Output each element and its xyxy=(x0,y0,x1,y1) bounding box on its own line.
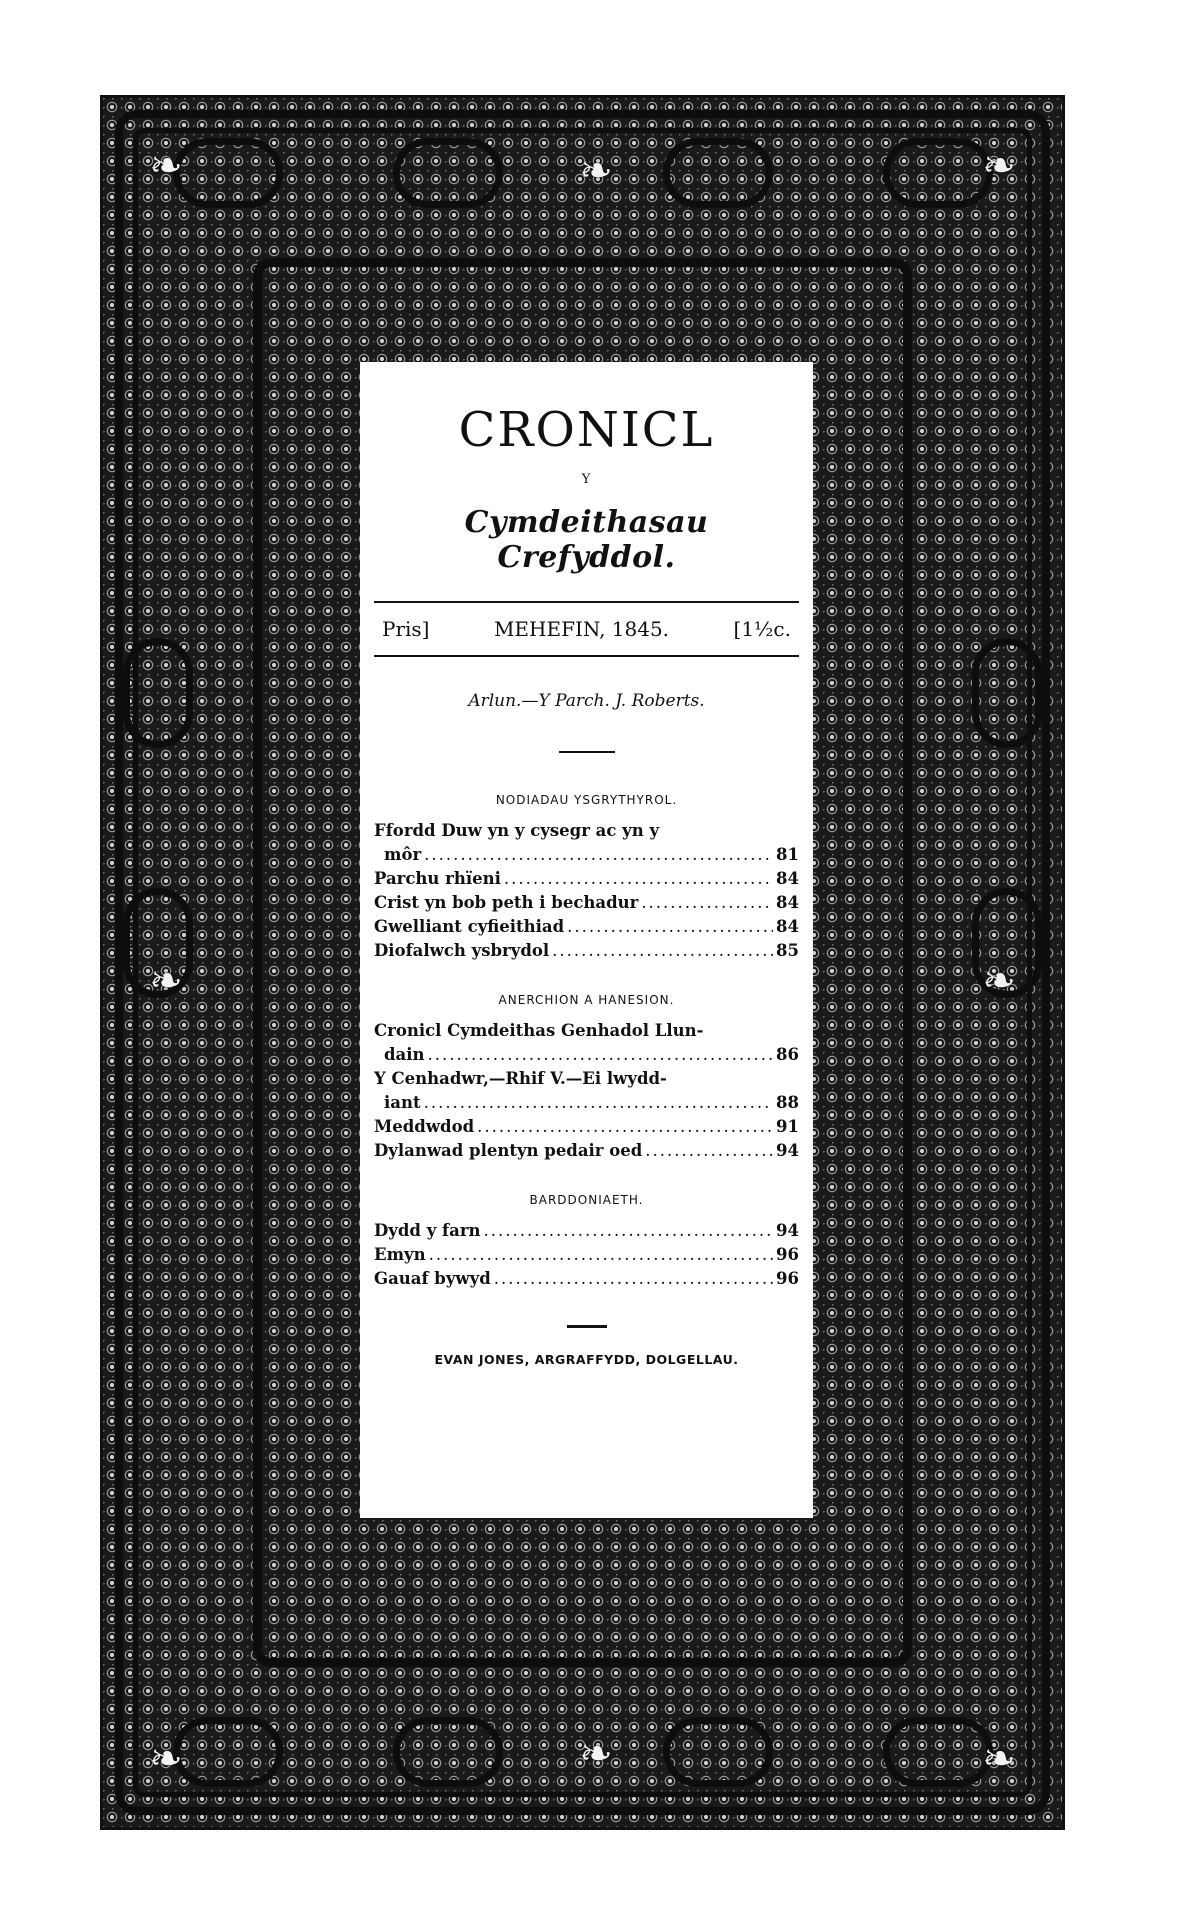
list-item xyxy=(374,1115,799,1139)
page-number: 81 xyxy=(776,845,799,864)
entry-title: dain xyxy=(384,1045,425,1064)
leaf-ornament-icon: ❧ xyxy=(579,148,613,194)
toc-section xyxy=(374,793,799,963)
leader-dots xyxy=(429,1243,773,1267)
entry-title: Crist yn bob peth i bechadur xyxy=(374,893,639,912)
list-item xyxy=(374,1267,799,1291)
section-heading: BARDDONIAETH. xyxy=(529,1193,644,1207)
list-item xyxy=(374,891,799,915)
entry-title: Meddwdod xyxy=(374,1117,475,1136)
contents-list xyxy=(374,819,799,963)
page-subtitle: Cymdeithasau Crefyddol. xyxy=(464,505,709,575)
entry-title: Gwelliant cyfieithiad xyxy=(374,917,565,936)
page-number: 96 xyxy=(776,1269,799,1288)
list-item xyxy=(374,1067,799,1115)
page-number: 94 xyxy=(776,1141,799,1160)
issue-date: MEHEFIN, 1845. xyxy=(493,617,670,641)
border-lobe xyxy=(173,138,283,208)
leader-dots xyxy=(428,1043,774,1067)
page-number: 88 xyxy=(776,1093,799,1112)
entry-title: iant xyxy=(384,1093,421,1112)
leaf-ornament-icon: ❧ xyxy=(982,143,1016,189)
leader-dots xyxy=(424,1091,773,1115)
leader-dots xyxy=(641,891,773,915)
list-item xyxy=(374,1019,799,1067)
leader-dots xyxy=(477,1115,773,1139)
border-lobe xyxy=(972,638,1042,748)
page-title: CRONICL xyxy=(458,402,715,458)
leaf-ornament-icon: ❧ xyxy=(982,1736,1016,1782)
list-item xyxy=(374,819,799,867)
editor-credit: Arlun.—Y Parch. J. Roberts. xyxy=(468,691,705,711)
leader-dots xyxy=(567,915,773,939)
short-rule xyxy=(567,1325,607,1328)
leaf-ornament-icon: ❧ xyxy=(579,1731,613,1777)
page-number: 85 xyxy=(776,941,799,960)
border-lobe xyxy=(663,138,773,208)
divider xyxy=(374,655,799,657)
border-lobe xyxy=(393,138,503,208)
leader-dots xyxy=(645,1139,773,1163)
page-number: 84 xyxy=(776,917,799,936)
list-item xyxy=(374,1243,799,1267)
leaf-ornament-icon: ❧ xyxy=(149,143,183,189)
section-heading: NODIADAU YSGRYTHYROL. xyxy=(495,793,678,807)
page-number: 86 xyxy=(776,1045,799,1064)
page-number: 94 xyxy=(776,1221,799,1240)
section-heading: ANERCHION A HANESION. xyxy=(498,993,675,1007)
page-number: 84 xyxy=(776,893,799,912)
price-line xyxy=(374,617,799,641)
entry-title: Dydd y farn xyxy=(374,1221,481,1240)
leaf-ornament-icon: ❧ xyxy=(149,1736,183,1782)
page-number: 84 xyxy=(776,869,799,888)
leader-dots xyxy=(504,867,773,891)
border-lobe xyxy=(393,1717,503,1787)
contents-list xyxy=(374,1019,799,1163)
leaf-ornament-icon: ❧ xyxy=(149,958,183,1004)
price-value: [1½c. xyxy=(733,617,791,641)
page-number: 91 xyxy=(776,1117,799,1136)
entry-title-line: Cronicl Cymdeithas Genhadol Llun- xyxy=(374,1021,704,1040)
list-item xyxy=(374,1219,799,1243)
list-item xyxy=(374,939,799,963)
list-item xyxy=(374,915,799,939)
entry-title-line: Y Cenhadwr,—Rhif V.—Ei lwydd- xyxy=(374,1069,667,1088)
leader-dots xyxy=(484,1219,774,1243)
entry-title: Emyn xyxy=(374,1245,426,1264)
leader-dots xyxy=(494,1267,773,1291)
entry-title: môr xyxy=(384,845,422,864)
printer-imprint: EVAN JONES, ARGRAFFYDD, DOLGELLAU. xyxy=(434,1352,739,1367)
border-lobe xyxy=(663,1717,773,1787)
entry-title: Parchu rhïeni xyxy=(374,869,501,888)
list-item xyxy=(374,867,799,891)
short-rule xyxy=(559,751,615,753)
border-lobe xyxy=(173,1717,283,1787)
leader-dots xyxy=(552,939,773,963)
list-item xyxy=(374,1139,799,1163)
page-number: 96 xyxy=(776,1245,799,1264)
price-label: Pris] xyxy=(382,617,430,641)
leader-dots xyxy=(424,843,773,867)
border-lobe xyxy=(123,638,193,748)
leaf-ornament-icon: ❧ xyxy=(982,958,1016,1004)
entry-title: Dylanwad plentyn pedair oed xyxy=(374,1141,643,1160)
title-panel xyxy=(360,362,813,1518)
divider xyxy=(374,601,799,603)
toc-section xyxy=(374,1193,799,1291)
entry-title-line: Ffordd Duw yn y cysegr ac yn y xyxy=(374,821,660,840)
toc-section xyxy=(374,993,799,1163)
title-connector: Y xyxy=(581,472,592,487)
contents-list xyxy=(374,1219,799,1291)
entry-title: Gauaf bywyd xyxy=(374,1269,491,1288)
entry-title: Diofalwch ysbrydol xyxy=(374,941,550,960)
